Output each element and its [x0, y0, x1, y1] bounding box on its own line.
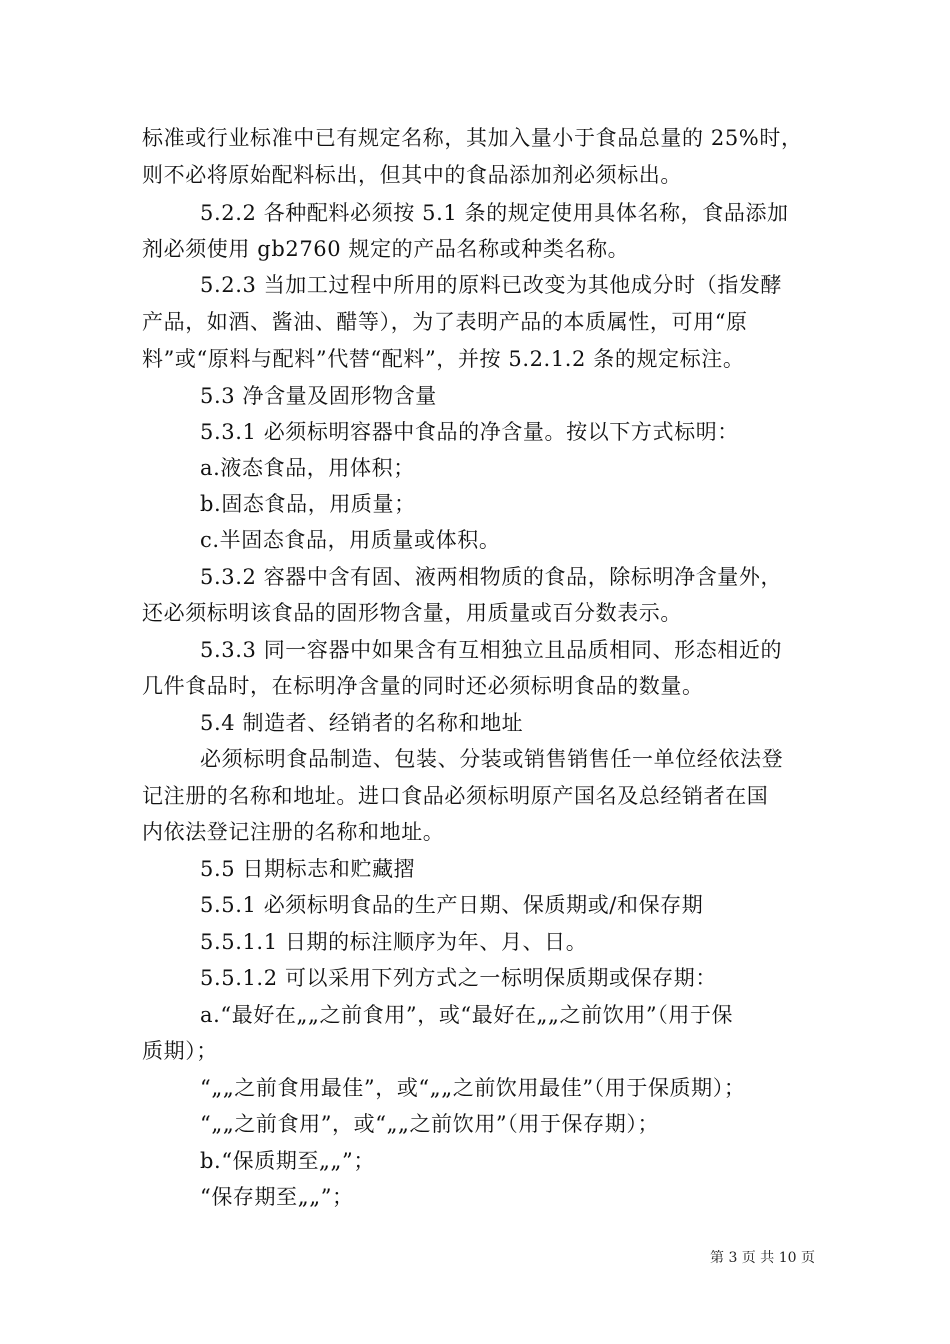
text-line: 5.3.1 必须标明容器中食品的净含量。按以下方式标明： [200, 420, 739, 444]
text-line: 质期）； [142, 1039, 218, 1063]
list-item: “保存期至„„”； [200, 1185, 354, 1209]
list-item: b.固态食品，用质量； [200, 492, 416, 516]
text-line: 5.5.1.1 日期的标注顺序为年、月、日。 [200, 930, 588, 954]
text-line: 5.5.1.2 可以采用下列方式之一标明保质期或保存期： [200, 966, 717, 990]
text-line: 5.2.2 各种配料必须按 5.1 条的规定使用具体名称，食品添加 [200, 201, 789, 225]
text-line: 产品，如酒、酱油、醋等），为了表明产品的本质属性，可用“原 [142, 310, 748, 334]
list-item: “„„之前食用最佳”，或“„„之前饮用最佳”（用于保质期）； [200, 1076, 746, 1100]
list-item: a.液态食品，用体积； [200, 456, 415, 480]
text-line: 5.3.3 同一容器中如果含有互相独立且品质相同、形态相近的 [200, 638, 783, 662]
section-heading: 5.5 日期标志和贮藏摺 [200, 857, 416, 881]
text-line: 5.5.1 必须标明食品的生产日期、保质期或/和保存期 [200, 893, 704, 917]
section-heading: 5.4 制造者、经销者的名称和地址 [200, 711, 524, 735]
text-line: 则不必将原始配料标出，但其中的食品添加剂必须标出。 [142, 163, 682, 187]
list-item: b.“保质期至„„”； [200, 1149, 375, 1173]
text-line: 内依法登记注册的名称和地址。 [142, 820, 445, 844]
list-item: a.“最好在„„之前食用”，或“最好在„„之前饮用”（用于保 [200, 1003, 734, 1027]
text-line: 必须标明食品制造、包装、分装或销售销售任一单位经依法登 [200, 747, 784, 771]
text-line: 料”或“原料与配料”代替“配料”，并按 5.2.1.2 条的规定标注。 [142, 347, 745, 371]
section-heading: 5.3 净含量及固形物含量 [200, 384, 437, 408]
text-line: 5.2.3 当加工过程中所用的原料已改变为其他成分时（指发酵 [200, 273, 783, 297]
page-number: 第 3 页 共 10 页 [710, 1250, 815, 1266]
text-line: 标准或行业标准中已有规定名称，其加入量小于食品总量的 25%时， [142, 126, 803, 150]
text-line: 还必须标明该食品的固形物含量，用质量或百分数表示。 [142, 601, 682, 625]
text-line: 5.3.2 容器中含有固、液两相物质的食品，除标明净含量外， [200, 565, 783, 589]
text-line: 剂必须使用 gb2760 规定的产品名称或种类名称。 [142, 237, 630, 261]
list-item: c.半固态食品，用质量或体积。 [200, 528, 501, 552]
list-item: “„„之前食用”，或“„„之前饮用”（用于保存期）； [200, 1112, 660, 1136]
text-line: 记注册的名称和地址。进口食品必须标明原产国名及总经销者在国 [142, 784, 769, 808]
text-line: 几件食品时，在标明净含量的同时还必须标明食品的数量。 [142, 674, 704, 698]
